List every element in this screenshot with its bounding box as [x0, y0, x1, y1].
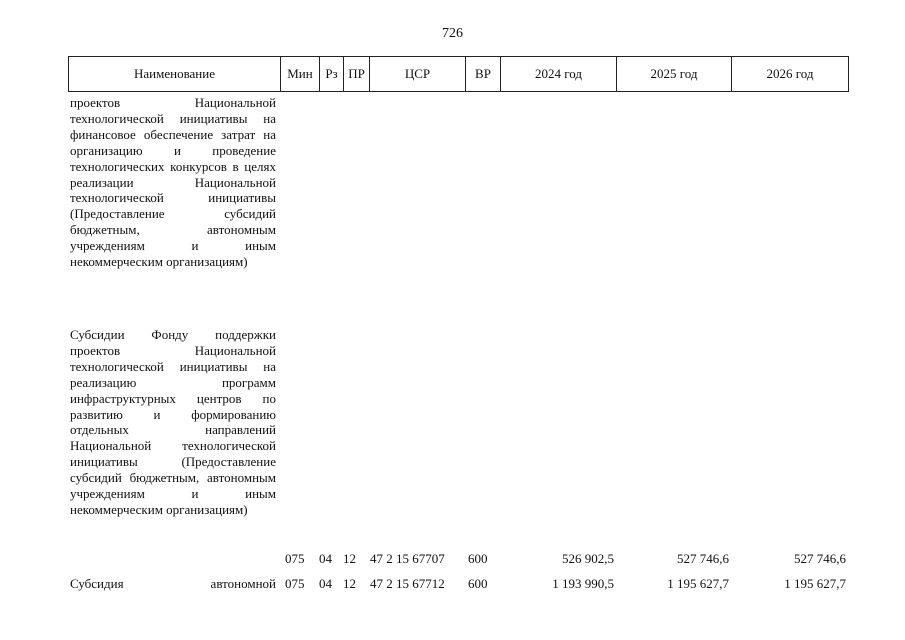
page-number: 726 [442, 26, 463, 41]
row1-rz: 04 [319, 551, 332, 566]
header-name: Наименование [69, 57, 281, 92]
row1-2024: 526 902,5 [562, 551, 614, 566]
row-name-subsidy-infrastructure: Субсидии Фонду поддержки проектов Национальной технологической инициативы на реализацию программ инфраструктурных центров по развитию и формированию отдельных направлений Национальной технологической инициативы (Предоставление субсидий бюджетным, автономным учреждениям и иным некоммерческим организациям) [70, 327, 276, 517]
row-name-subsidy-autonomous: Субсидия автономной [70, 576, 276, 591]
header-rz: Рз [320, 57, 344, 92]
row2-vr: 600 [468, 576, 488, 591]
header-csr: ЦСР [370, 57, 466, 92]
row1-2025: 527 746,6 [677, 551, 729, 566]
row2-pr: 12 [343, 576, 356, 591]
header-pr: ПР [344, 57, 370, 92]
row2-min: 075 [285, 576, 305, 591]
table-header [68, 56, 849, 92]
header-2025: 2025 год [617, 57, 732, 92]
row2-2024: 1 193 990,5 [552, 576, 614, 591]
row2-2026: 1 195 627,7 [784, 576, 846, 591]
row2-csr: 47 2 15 67712 [370, 576, 445, 591]
row2-rz: 04 [319, 576, 332, 591]
row1-2026: 527 746,6 [794, 551, 846, 566]
header-2026: 2026 год [732, 57, 849, 92]
header-min: Мин [281, 57, 320, 92]
row1-pr: 12 [343, 551, 356, 566]
row1-csr: 47 2 15 67707 [370, 551, 445, 566]
header-2024: 2024 год [501, 57, 617, 92]
row2-2025: 1 195 627,7 [667, 576, 729, 591]
row-name-continuation: проектов Национальной технологической инициативы на финансовое обеспечение затрат на организацию и проведение технологических конкурсов в целях реализации Национальной технологической инициативы (Предоставление субсидий бюджетным, автономным учреждениям и иным некоммерческим организациям) [70, 95, 276, 270]
row1-vr: 600 [468, 551, 488, 566]
row1-min: 075 [285, 551, 305, 566]
header-vr: ВР [466, 57, 501, 92]
